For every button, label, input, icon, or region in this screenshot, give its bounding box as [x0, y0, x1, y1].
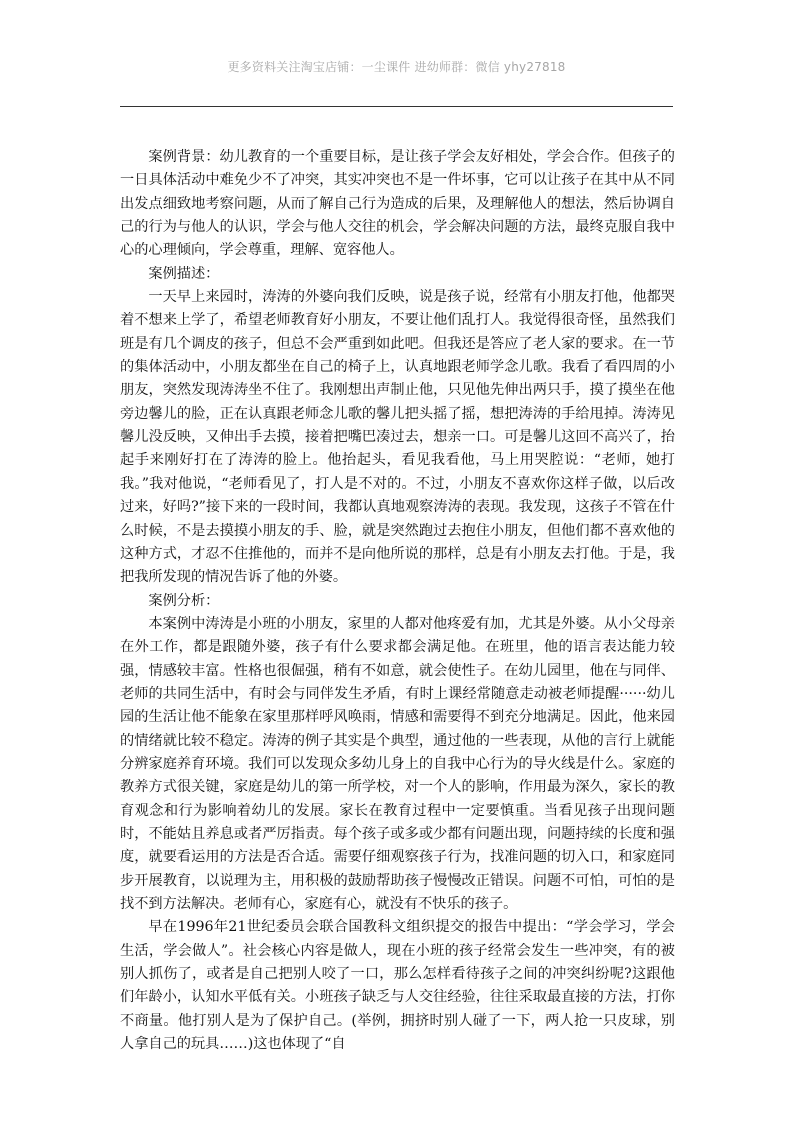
paragraph-description-heading: 案例描述：	[148, 265, 220, 282]
paragraph-analysis-heading: 案例分析：	[148, 592, 220, 609]
paragraph-report: 早在1996年21世纪委员会联合国教科文组织提交的报告中提出：“学会学习，学会生活，学会做人”。社会核心内容是做人，现在小班的孩子经常会发生一些冲突，有的被别人抓伤了，或者是自己把别人咬了一口，那么怎样看待孩子之间的冲突纠纷呢?这跟他们年龄小，认知水平低有关。小班孩子缺乏与人交往经验，往往采取最直接的方法，打你不商量。他打别人是为了保护自己。(举例，拥挤时别人碰了一下，两人抢一只皮球，别人拿自己的玩具……)这也体现了“自	[120, 919, 675, 1053]
paragraph-description: 一天早上来园时，涛涛的外婆向我们反映，说是孩子说，经常有小朋友打他，他都哭着不想来上学了，希望老师教育好小朋友，不要让他们乱打人。我觉得很奇怪，虽然我们班是有几个调皮的孩子，但总不会严重到如此吧。但我还是答应了老人家的要求。在一节的集体活动中，小朋友都坐在自己的椅子上，认真地跟老师学念儿歌。我看了看四周的小朋友，突然发现涛涛坐不住了。我刚想出声制止他，只见他先伸出两只手，摸了摸坐在他旁边馨儿的脸，正在认真跟老师念儿歌的馨儿把头摇了摇，想把涛涛的手给甩掉。涛涛见馨儿没反映，又伸出手去摸，接着把嘴巴凑过去，想亲一口。可是馨儿这回不高兴了，抬起手来刚好打在了涛涛的脸上。他抬起头，看见我看他，马上用哭腔说：“老师，她打我。”我对他说，“老师看见了，打人是不对的。不过，小朋友不喜欢你这样子做，以后改过来，好吗?”接下来的一段时间，我都认真地观察涛涛的表现。我发现，这孩子不管在什么时候，不是去摸摸小朋友的手、脸，就是突然跑过去抱住小朋友，但他们都不喜欢他的这种方式，才忍不住推他的，而并不是向他所说的那样，总是有小朋友去打他。于是，我把我所发现的情况告诉了他的外婆。	[120, 289, 675, 586]
page-header-watermark: 更多资料关注淘宝店铺：一尘课件 进幼师群：微信 yhy27818	[227, 60, 566, 74]
header-divider	[120, 106, 673, 107]
document-body	[120, 146, 675, 1056]
paragraph-background: 案例背景：幼儿教育的一个重要目标，是让孩子学会友好相处，学会合作。但孩子的一日具体活动中难免少不了冲突，其实冲突也不是一件坏事，它可以让孩子在其中从不同出发点细致地考察问题，从而了解自己行为造成的后果，及理解他人的想法，然后协调自己的行为与他人的认识，学会与他人交往的机会，学会解决问题的方法，最终克服自我中心的心理倾向，学会尊重，理解、宽容他人。	[120, 149, 675, 259]
paragraph-analysis: 本案例中涛涛是小班的小朋友，家里的人都对他疼爱有加，尤其是外婆。从小父母亲在外工作，都是跟随外婆，孩子有什么要求都会满足他。在班里，他的语言表达能力较强，情感较丰富。性格也很倔强，稍有不如意，就会使性子。在幼儿园里，他在与同伴、老师的共同生活中，有时会与同伴发生矛盾，有时上课经常随意走动被老师提醒······幼儿园的生活让他不能象在家里那样呼风唤雨，情感和需要得不到充分地满足。因此，他来园的情绪就比较不稳定。涛涛的例子其实是个典型，通过他的一些表现，从他的言行上就能分辨家庭养育环境。我们可以发现众多幼儿身上的自我中心行为的导火线是什么。家庭的教养方式很关键，家庭是幼儿的第一所学校，对一个人的影响，作用最为深久，家长的教育观念和行为影响着幼儿的发展。家长在教育过程中一定要慎重。当看见孩子出现问题时，不能姑且养息或者严厉指责。每个孩子或多或少都有问题出现，问题持续的长度和强度，就要看运用的方法是否合适。需要仔细观察孩子行为，找准问题的切入口，和家庭同步开展教育，以说理为主，用积极的鼓励帮助孩子慢慢改正错误。问题不可怕，可怕的是找不到方法解决。老师有心，家庭有心，就没有不快乐的孩子。	[120, 615, 675, 912]
